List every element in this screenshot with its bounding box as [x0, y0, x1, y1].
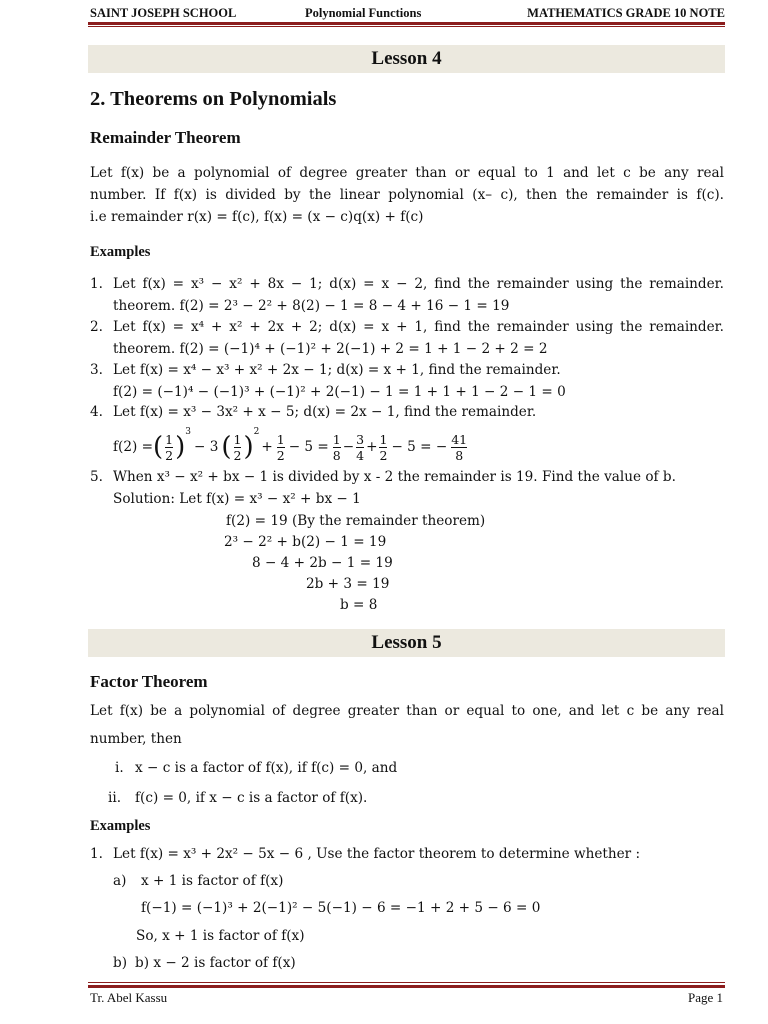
eval-op: − 5 =: [288, 439, 329, 455]
fraction: $\frac{1}{2}$: [379, 431, 388, 463]
exponent: 2: [253, 427, 260, 437]
condition-number: i.: [115, 760, 124, 776]
remainder-definition-line-2: number. If f(x) is divided by the linear polynomial (x– c), then the remainder is f(c).: [90, 187, 724, 203]
header-school: SAINT JOSEPH SCHOOL: [90, 6, 237, 20]
example-number: 4.: [90, 404, 103, 420]
footer-author: Tr. Abel Kassu: [90, 990, 168, 1005]
part-label: a): [113, 873, 127, 889]
solution-step: 2³ − 2² + b(2) − 1 = 19: [224, 534, 387, 550]
example-number: 1.: [90, 846, 103, 862]
fraction: $\frac{1}{2}$: [233, 431, 242, 463]
example-4-evaluation: [113, 427, 469, 467]
paren-open: (: [153, 432, 164, 462]
example-3-line-2: f(2) = (−1)⁴ − (−1)³ + (−1)² + 2(−1) − 1 = 1 + 1 + 1 − 2 − 1 = 0: [113, 384, 566, 400]
footer-rule: [88, 985, 725, 988]
part-a-conclusion: So, x + 1 is factor of f(x): [136, 928, 305, 944]
factor-definition-line-2: number, then: [90, 731, 182, 747]
examples-label: Examples: [90, 818, 151, 834]
solution-step: b = 8: [340, 597, 378, 613]
exponent: 3: [185, 427, 191, 437]
page-number: Page 1: [687, 990, 723, 1005]
solution-step: 2b + 3 = 19: [306, 576, 390, 592]
section-title: 2. Theorems on Polynomials: [90, 88, 337, 110]
footer-rule-thin: [88, 982, 725, 983]
paren-close: ): [175, 432, 186, 462]
part-b-text: b) x − 2 is factor of f(x): [135, 955, 296, 971]
solution-step: f(2) = 19 (By the remainder theorem): [226, 513, 486, 529]
lesson-5-band: Lesson 5: [88, 629, 725, 657]
remainder-definition-line-1: Let f(x) be a polynomial of degree greater than or equal to 1 and let c be any real: [90, 165, 724, 181]
part-a-calculation: f(−1) = (−1)³ + 2(−1)² − 5(−1) − 6 = −1 + 2 + 5 − 6 = 0: [141, 900, 541, 916]
example-5-solution: Solution: Let f(x) = x³ − x² + bx − 1: [113, 491, 361, 507]
example-2-line-2: theorem. f(2) = (−1)⁴ + (−1)² + 2(−1) + 2 = 1 + 1 − 2 + 2 = 2: [113, 341, 548, 357]
eval-lhs: f(2) =: [113, 439, 153, 455]
eval-op: −: [342, 439, 355, 455]
solution-step: 8 − 4 + 2b − 1 = 19: [252, 555, 393, 571]
lesson-4-band: Lesson 4: [88, 45, 725, 73]
page-header: [90, 6, 725, 22]
header-course: MATHEMATICS GRADE 10 NOTE: [527, 6, 725, 20]
example-number: 3.: [90, 362, 103, 378]
example-number: 1.: [90, 276, 103, 292]
example-3-line-1: Let f(x) = x⁴ − x³ + x² + 2x − 1; d(x) = x + 1, find the remainder.: [113, 362, 561, 378]
eval-op: − 3: [194, 439, 219, 455]
fraction: $\frac{1}{2}$: [165, 431, 174, 463]
remainder-theorem-heading: Remainder Theorem: [90, 128, 241, 147]
example-5-line-1: When x³ − x² + bx − 1 is divided by x - 2 the remainder is 19. Find the value of b.: [113, 469, 676, 485]
condition-text: f(c) = 0, if x − c is a factor of f(x).: [135, 790, 368, 806]
example-4-line-1: Let f(x) = x³ − 3x² + x − 5; d(x) = 2x − 1, find the remainder.: [113, 404, 537, 420]
fraction: $\frac{1}{8}$: [332, 431, 341, 463]
examples-label: Examples: [90, 244, 151, 260]
header-topic: Polynomial Functions: [305, 6, 422, 20]
remainder-definition-line-3: i.e remainder r(x) = f(c), f(x) = (x − c)q(x) + f(c): [90, 209, 424, 225]
factor-definition-line-1: Let f(x) be a polynomial of degree greater than or equal to one, and let c be any real: [90, 703, 724, 719]
fraction: $\frac{41}{8}$: [451, 431, 468, 463]
condition-number: ii.: [108, 790, 122, 806]
example-2-line-1: Let f(x) = x⁴ + x² + 2x + 2; d(x) = x + 1, find the remainder using the remainder.: [113, 319, 724, 335]
fraction: $\frac{3}{4}$: [356, 431, 365, 463]
fraction: $\frac{1}{2}$: [276, 431, 285, 463]
eval-op: +: [261, 439, 273, 455]
paren-open: (: [221, 432, 232, 462]
example-number: 2.: [90, 319, 103, 335]
eval-op: − 5 = −: [391, 439, 448, 455]
example-1-line-1: Let f(x) = x³ − x² + 8x − 1; d(x) = x − 2, find the remainder using the remainder.: [113, 276, 724, 292]
factor-theorem-heading: Factor Theorem: [90, 672, 208, 691]
part-label: b): [113, 955, 128, 971]
paren-close: ): [243, 432, 254, 462]
factor-example-1: Let f(x) = x³ + 2x² − 5x − 6 , Use the factor theorem to determine whether :: [113, 846, 641, 862]
part-a-text: x + 1 is factor of f(x): [141, 873, 284, 889]
condition-text: x − c is a factor of f(x), if f(c) = 0, and: [135, 760, 398, 776]
header-rule: [88, 22, 725, 25]
header-rule-thin: [88, 26, 725, 27]
example-1-line-2: theorem. f(2) = 2³ − 2² + 8(2) − 1 = 8 − 4 + 16 − 1 = 19: [113, 298, 510, 314]
example-number: 5.: [90, 469, 103, 485]
eval-op: +: [366, 439, 378, 455]
